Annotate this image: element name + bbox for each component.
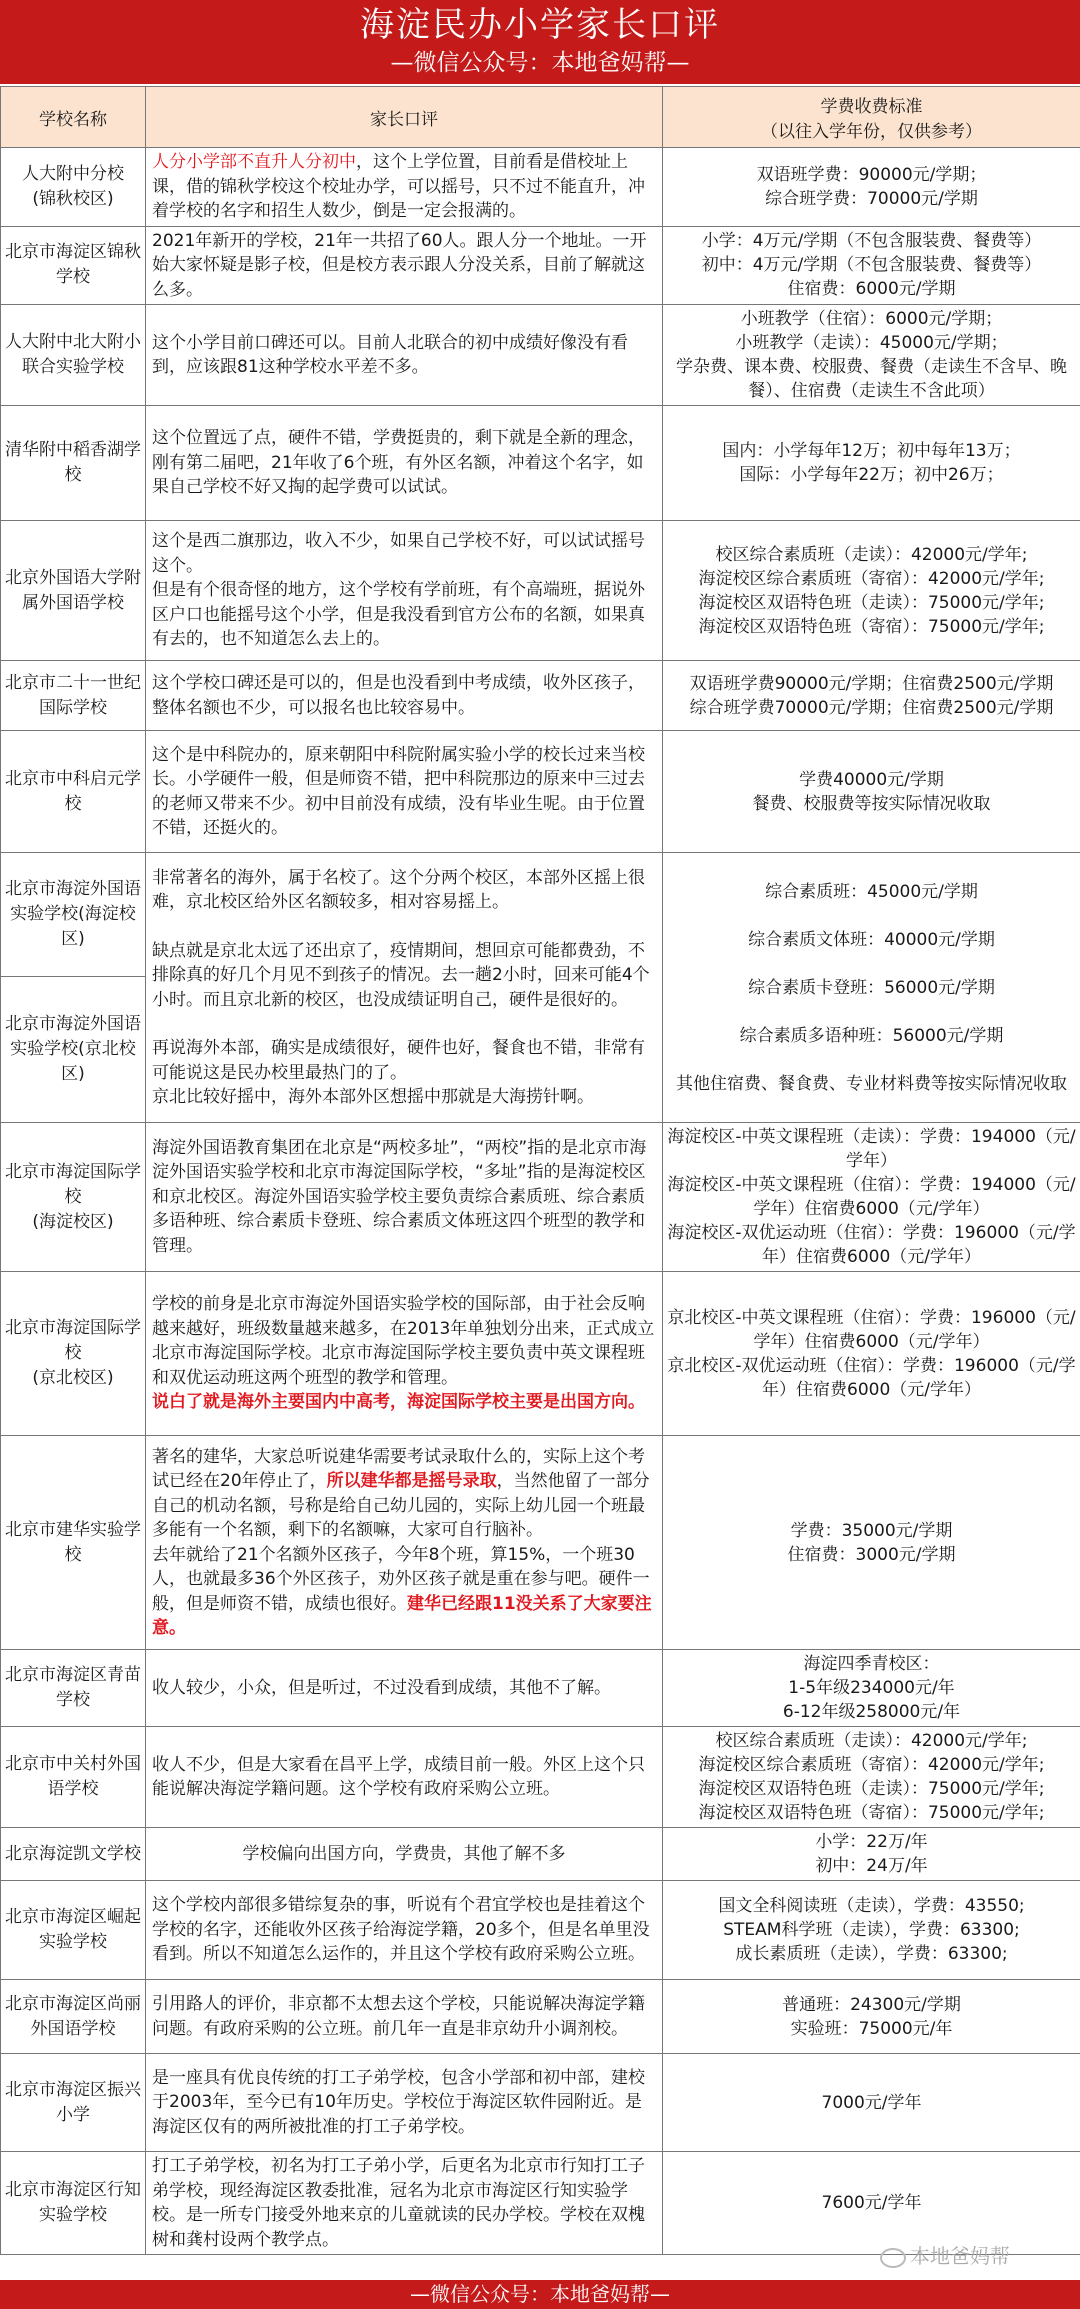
review-text: 海淀外国语教育集团在北京是“两校多址”，“两校”指的是北京市海淀外国语实验学校和北京市海淀国际学校，“多址”指的是海淀校区和京北校区。海淀外国语实验学校主要负责综合素质班、综合素质多语种班、综合素质卡登班、综合素质文体班这四个班型的教学和管理。 bbox=[146, 1123, 663, 1272]
school-name: 北京市中关村外国语学校 bbox=[1, 1727, 146, 1828]
page-header bbox=[0, 0, 1080, 86]
table-row bbox=[1, 1727, 1080, 1828]
school-name: 北京市海淀区青苗学校 bbox=[1, 1650, 146, 1727]
wechat-icon bbox=[880, 2248, 906, 2268]
school-name: 北京市海淀区振兴小学 bbox=[1, 2054, 146, 2152]
table-row bbox=[1, 731, 1080, 853]
school-name: 北京市海淀区锦秋学校 bbox=[1, 226, 146, 305]
col-header-review: 家长口评 bbox=[146, 87, 663, 148]
table-row bbox=[1, 1881, 1080, 1980]
fee-text: 京北校区-中英文课程班（住宿）：学费：196000（元/学年）住宿费6000（元/学年） 京北校区-双优运动班（住宿）：学费：196000（元/学年）住宿费6000（元/学年） bbox=[663, 1272, 1080, 1436]
page-title: 海淀民办小学家长口评 bbox=[360, 5, 720, 45]
page-subtitle: —微信公众号：本地爸妈帮— bbox=[390, 50, 690, 76]
school-name: 北京外国语大学附属外国语学校 bbox=[1, 521, 146, 661]
review-text: 著名的建华，大家总听说建华需要考试录取什么的，实际上这个考试已经在20年停止了，所以建华都是摇号录取，当然他留了一部分自己的机动名额，号称是给自己幼儿园的，实际上幼儿园一个班最多能有一个名额，剩下的名额嘛，大家可自行脑补。 去年就给了21个名额外区孩子，今年8个班，算15%，一个班30人，也就最多36个外区孩子，劝外区孩子就是重在参与吧。硬件一般，但是师资不错，成绩也很好。建华已经跟11没关系了大家要注意。 bbox=[146, 1436, 663, 1650]
school-name: 北京市中科启元学校 bbox=[1, 731, 146, 853]
table-row bbox=[1, 1980, 1080, 2054]
review-text: 这个是西二旗那边，收入不少，如果自己学校不好，可以试试摇号这个。 但是有个很奇怪的地方，这个学校有学前班，有个高端班，据说外区户口也能摇号这个小学，但是我没看到官方公布的名额，如果真有去的，也不知道怎么去上的。 bbox=[146, 521, 663, 661]
review-text: 收人不少，但是大家看在昌平上学，成绩目前一般。外区上这个只能说解决海淀学籍问题。这个学校有政府采购公立班。 bbox=[146, 1727, 663, 1828]
review-text: 这个位置远了点，硬件不错，学费挺贵的，剩下就是全新的理念，刚有第二届吧，21年收了6个班，有外区名额，冲着这个名字，如果自己学校不好又掏的起学费可以试试。 bbox=[146, 406, 663, 521]
table-row bbox=[1, 2054, 1080, 2152]
table-header-row bbox=[1, 87, 1080, 148]
review-text: 这个是中科院办的，原来朝阳中科院附属实验小学的校长过来当校长。小学硬件一般，但是师资不错，把中科院那边的原来中三过去的老师又带来不少。初中目前没有成绩，没有毕业生呢。由于位置不错，还挺火的。 bbox=[146, 731, 663, 853]
fee-text: 小班教学（住宿）：6000元/学期； 小班教学（走读）：45000元/学期； 学杂费、课本费、校服费、餐费（走读生不含早、晚餐）、住宿费（走读生不含此项） bbox=[663, 305, 1080, 406]
table-row bbox=[1, 521, 1080, 661]
fee-text: 海淀校区-中英文课程班（走读）：学费：194000（元/学年） 海淀校区-中英文课程班（住宿）：学费：194000（元/学年）住宿费6000（元/学年） 海淀校区-双优运动班（住宿）：学费：196000（元/学年）住宿费6000（元/学年） bbox=[663, 1123, 1080, 1272]
table-row bbox=[1, 1650, 1080, 1727]
review-text: 收人较少，小众，但是听过，不过没看到成绩，其他不了解。 bbox=[146, 1650, 663, 1727]
school-name: 北京市海淀外国语实验学校(海淀校区) bbox=[1, 853, 146, 977]
review-text: 这个小学目前口碑还可以。目前人北联合的初中成绩好像没有看到，应该跟81这种学校水平差不多。 bbox=[146, 305, 663, 406]
fee-text: 学费40000元/学期 餐费、校服费等按实际情况收取 bbox=[663, 731, 1080, 853]
school-name: 北京市二十一世纪国际学校 bbox=[1, 661, 146, 731]
watermark: 本地爸妈帮 bbox=[880, 2240, 1010, 2269]
fee-text: 海淀四季青校区： 1-5年级234000元/年 6-12年级258000元/年 bbox=[663, 1650, 1080, 1727]
school-name: 北京市海淀区崛起实验学校 bbox=[1, 1881, 146, 1980]
col-header-name: 学校名称 bbox=[1, 87, 146, 148]
school-name: 北京市海淀区行知实验学校 bbox=[1, 2152, 146, 2255]
fee-text: 学费：35000元/学期 住宿费：3000元/学期 bbox=[663, 1436, 1080, 1650]
fee-text: 校区综合素质班（走读）：42000元/学年; 海淀校区综合素质班（寄宿）：42000元/学年; 海淀校区双语特色班（走读）：75000元/学年; 海淀校区双语特色班（寄宿）：75000元/学年; bbox=[663, 521, 1080, 661]
school-name: 北京市建华实验学校 bbox=[1, 1436, 146, 1650]
review-text: 这个学校口碑还是可以的，但是也没看到中考成绩，收外区孩子，整体名额也不少，可以报名也比较容易中。 bbox=[146, 661, 663, 731]
schools-table bbox=[0, 86, 1080, 2255]
fee-text: 双语班学费：90000元/学期； 综合班学费：70000元/学期 bbox=[663, 148, 1080, 227]
school-name: 人大附中北大附小联合实验学校 bbox=[1, 305, 146, 406]
table-row bbox=[1, 305, 1080, 406]
fee-text: 7000元/学年 bbox=[663, 2054, 1080, 2152]
fee-text: 双语班学费90000元/学期；住宿费2500元/学期 综合班学费70000元/学期；住宿费2500元/学期 bbox=[663, 661, 1080, 731]
review-text: 2021年新开的学校，21年一共招了60人。跟人分一个地址。一开始大家怀疑是影子校，但是校方表示跟人分没关系，目前了解就这么多。 bbox=[146, 226, 663, 305]
school-name: 人大附中分校 (锦秋校区) bbox=[1, 148, 146, 227]
fee-text: 国文全科阅读班（走读），学费：43550; STEAM科学班（走读），学费：63300; 成长素质班（走读），学费：63300; bbox=[663, 1881, 1080, 1980]
school-name: 北京市海淀区尚丽外国语学校 bbox=[1, 1980, 146, 2054]
table-row bbox=[1, 406, 1080, 521]
review-text: 这个学校内部很多错综复杂的事，听说有个君宜学校也是挂着这个学校的名字，还能收外区孩子给海淀学籍，20多个，但是名单里没看到。所以不知道怎么运作的，并且这个学校有政府采购公立班。 bbox=[146, 1881, 663, 1980]
school-name: 北京海淀凯文学校 bbox=[1, 1828, 146, 1881]
review-text: 学校的前身是北京市海淀外国语实验学校的国际部，由于社会反响越来越好，班级数量越来越多，在2013年单独划分出来，正式成立北京市海淀国际学校。北京市海淀国际学校主要负责中英文课程班和双优运动班这两个班型的教学和管理。 说白了就是海外主要国内中高考，海淀国际学校主要是出国方向。 bbox=[146, 1272, 663, 1436]
table-row bbox=[1, 1436, 1080, 1650]
fee-text: 校区综合素质班（走读）：42000元/学年; 海淀校区综合素质班（寄宿）：42000元/学年; 海淀校区双语特色班（走读）：75000元/学年; 海淀校区双语特色班（寄宿）：75000元/学年; bbox=[663, 1727, 1080, 1828]
fee-text: 小学：22万/年 初中：24万/年 bbox=[663, 1828, 1080, 1881]
fee-text: 7600元/学年 bbox=[663, 2152, 1080, 2255]
review-text: 非常著名的海外，属于名校了。这个分两个校区，本部外区摇上很难，京北校区给外区名额较多，相对容易摇上。 缺点就是京北太远了还出京了，疫情期间，想回京可能都费劲，不排除真的好几个月见不到孩子的情况。去一趟2小时，回来可能4个小时。而且京北新的校区，也没成绩证明自己，硬件是很好的。 再说海外本部，确实是成绩很好，硬件也好，餐食也不错，非常有可能说这是民办校里最热门的了。 京北比较好摇中，海外本部外区想摇中那就是大海捞针啊。 bbox=[146, 853, 663, 1123]
table-row bbox=[1, 1828, 1080, 1881]
school-name: 清华附中稻香湖学校 bbox=[1, 406, 146, 521]
school-name: 北京市海淀国际学校 (京北校区) bbox=[1, 1272, 146, 1436]
table-row bbox=[1, 226, 1080, 305]
review-text: 打工子弟学校，初名为打工子弟小学，后更名为北京市行知打工子弟学校，现经海淀区教委批准，冠名为北京市海淀区行知实验学校。是一所专门接受外地来京的儿童就读的民办学校。学校在双槐树和龚村设两个教学点。 bbox=[146, 2152, 663, 2255]
fee-text: 综合素质班：45000元/学期 综合素质文体班：40000元/学期 综合素质卡登班：56000元/学期 综合素质多语种班：56000元/学期 其他住宿费、餐食费、专业材料费等按实际情况收取 bbox=[663, 853, 1080, 1123]
school-name: 北京市海淀外国语实验学校(京北校区) bbox=[1, 977, 146, 1123]
table-row bbox=[1, 148, 1080, 227]
table-row bbox=[1, 661, 1080, 731]
table-row bbox=[1, 853, 1080, 977]
col-header-fee: 学费收费标准 （以往入学年份，仅供参考） bbox=[663, 87, 1080, 148]
review-text: 是一座具有优良传统的打工子弟学校，包含小学部和初中部，建校于2003年，至今已有10年历史。学校位于海淀区软件园附近。是海淀区仅有的两所被批准的打工子弟学校。 bbox=[146, 2054, 663, 2152]
fee-text: 小学：4万元/学期（不包含服装费、餐费等） 初中：4万元/学期（不包含服装费、餐费等） 住宿费：6000元/学期 bbox=[663, 226, 1080, 305]
school-name: 北京市海淀国际学校 (海淀校区) bbox=[1, 1123, 146, 1272]
review-text: 人分小学部不直升人分初中，这个上学位置，目前看是借校址上课，借的锦秋学校这个校址办学，可以摇号，只不过不能直升，冲着学校的名字和招生人数少，倒是一定会报满的。 bbox=[146, 148, 663, 227]
table-row bbox=[1, 1123, 1080, 1272]
table-row bbox=[1, 1272, 1080, 1436]
review-text: 引用路人的评价，非京都不太想去这个学校，只能说解决海淀学籍问题。有政府采购的公立班。前几年一直是非京幼升小调剂校。 bbox=[146, 1980, 663, 2054]
fee-text: 普通班：24300元/学期 实验班：75000元/年 bbox=[663, 1980, 1080, 2054]
page-footer: —微信公众号：本地爸妈帮— bbox=[0, 2280, 1080, 2309]
fee-text: 国内：小学每年12万；初中每年13万； 国际：小学每年22万；初中26万； bbox=[663, 406, 1080, 521]
review-text: 学校偏向出国方向，学费贵，其他了解不多 bbox=[146, 1828, 663, 1881]
